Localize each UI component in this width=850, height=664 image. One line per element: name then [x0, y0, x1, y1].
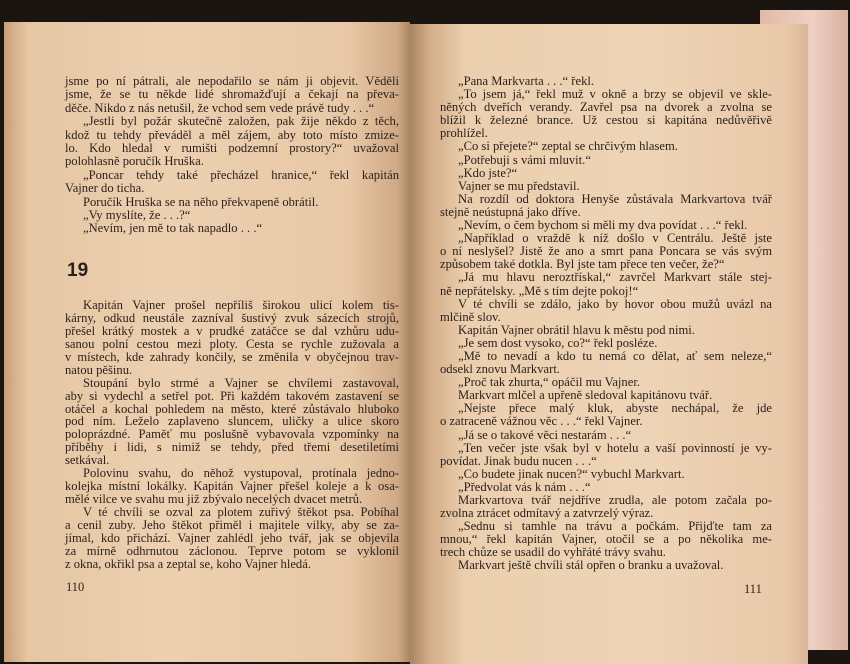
paragraph	[65, 221, 399, 234]
text-line: „Co budete jinak nucen?“ vybuchl Markvart.	[458, 466, 685, 481]
text-line: „Já se o takové věci nestarám . . .“	[458, 427, 632, 442]
text-line: „Mě to nevadí a kdo tu nemá co dělat, ať sem neleze,“	[458, 348, 772, 363]
paragraph	[440, 74, 772, 87]
text-line: jímal, kdo přichází. Vajner zahlédl jeho tvář, jak se objevila	[65, 530, 399, 545]
text-line: „Já mu hlavu neroztřískal,“ zavrčel Markvart stále stej-	[458, 270, 772, 285]
text-line: „Co si přejete?“ zeptal se chrčivým hlasem.	[458, 139, 678, 154]
paragraph	[440, 166, 772, 179]
right-text	[440, 74, 772, 572]
text-line: lo. Kdo hledal v rumišti podzemní prostory?“ uvažoval	[65, 140, 399, 155]
text-line: za mírně odhrnutou záclonou. Teprve potom se vyklonil	[65, 543, 399, 558]
text-line: „Je sem dost vysoko, co?“ řekl posléze.	[458, 335, 658, 350]
text-line: Markvartova tvář nejdříve zrudla, ale potom začala po-	[458, 493, 772, 507]
paragraph	[440, 153, 772, 166]
paragraph	[440, 401, 772, 427]
paragraph	[440, 179, 772, 192]
paragraph	[440, 480, 772, 493]
text-line: Kapitán Vajner prošel nepříliš širokou ulicí kolem tis-	[83, 298, 399, 312]
text-line: „Předvolat vás k nám . . .“	[458, 479, 591, 494]
text-line: mnou,“ řekl kapitán Vajner, otočil se a po několika me-	[440, 532, 772, 547]
text-line: natou pěšinu.	[65, 362, 133, 377]
text-line: „Například o vraždě k níž došlo v Centrálu. Ještě jste	[458, 231, 772, 246]
paragraph	[65, 208, 399, 221]
text-line: „Poncar tehdy také přecházel hranice,“ řekl kapitán	[83, 167, 399, 182]
paragraph	[65, 376, 399, 467]
paragraph	[440, 519, 772, 558]
text-line: Stoupání bylo strmé a Vajner se chvílemi zastavoval,	[83, 375, 399, 390]
paragraph	[440, 87, 772, 139]
text-line: zvolna ztrácet odmítavý a zatvrzelý výraz.	[440, 506, 654, 521]
text-line: „Nejste přece malý kluk, abyste nechápal, že jde	[458, 401, 772, 416]
paragraph	[440, 192, 772, 218]
paragraph	[65, 298, 399, 376]
text-line: trech chůze se usadil do vyhřáté trávy svahu.	[440, 545, 666, 560]
text-line: příběhy i lidi, s nimiž se tehdy, před třemi desetiletími	[65, 440, 399, 455]
paragraph	[440, 336, 772, 349]
text-line: Polovinu svahu, do něhož vystupoval, protínala jedno-	[83, 466, 399, 481]
paragraph	[440, 558, 772, 571]
text-line: jsme, že se tu někde lidé shromažďují a čekají na převa-	[65, 87, 399, 102]
text-line: odsekl znovu Markvart.	[440, 362, 560, 377]
paragraph	[65, 466, 399, 505]
paragraph	[65, 195, 399, 208]
paragraph	[440, 375, 772, 388]
text-line: způsobem také dotkla. Byl jste tam přece ten večer, že?“	[440, 257, 725, 272]
paragraph	[65, 168, 399, 195]
paragraph	[440, 441, 772, 467]
text-line: Na rozdíl od doktora Henyše zůstávala Markvartova tvář	[458, 191, 772, 206]
text-line: „To jsem já,“ řekl muž v okně a brzy se objevil ve skle-	[458, 87, 772, 102]
text-line: sanou polní cestou mezi ploty. Cesta se rychle zužovala a	[65, 336, 399, 351]
text-line: z okna, okřikl psa a zeptal se, koho Vajner hledá.	[65, 556, 311, 571]
left-page	[4, 22, 410, 662]
text-line: o zatraceně vážnou věc . . .“ řekl Vajner.	[440, 414, 643, 429]
text-line: „Ten večer jste však byl v hotelu a vaší povinností je vy-	[458, 440, 772, 455]
text-line: poloprázdné. Paměť mu poslušně vybavovala vzpomínky na	[65, 427, 399, 442]
paragraph	[440, 388, 772, 401]
text-line: pod ním. Leželo zaplaveno sluncem, uličky a ulice skoro	[65, 414, 399, 429]
text-line: mlčině slov.	[440, 309, 501, 324]
text-line: Markvart ještě chvíli stál opřen o branku a uvažoval.	[458, 558, 724, 573]
paragraph	[440, 349, 772, 375]
text-line: přešel krátký mostek a v prudké zatáčce se dal vzhůru udu-	[65, 323, 399, 338]
text-line: Poručík Hruška se na něho překvapeně obrátil.	[83, 194, 319, 209]
text-line: setkával.	[65, 453, 110, 468]
left-top-text	[65, 74, 399, 235]
text-line: „Pana Markvarta . . .“ řekl.	[458, 74, 595, 88]
text-line: V té chvíli se zdálo, jako by hovor obou mužů uvázl na	[458, 296, 772, 311]
text-line: něných dveřích verandy. Zavřel psa na dvorek a zvolna se	[440, 100, 772, 115]
text-line: „Proč tak zhurta,“ opáčil mu Vajner.	[458, 375, 640, 390]
text-line: mělé vilce ve svahu mu již zbývalo necelých dvacet metrů.	[65, 492, 363, 507]
right-page	[410, 24, 808, 664]
text-line: ně nepřátelsky. „Mě s tím dejte pokoj!“	[440, 283, 639, 298]
page-number-left: 110	[66, 580, 85, 594]
text-line: otáčel a kochal pohledem na město, které zůstávalo hluboko	[65, 401, 399, 416]
paragraph	[65, 505, 399, 570]
paragraph	[440, 493, 772, 519]
left-bottom-text	[65, 298, 399, 570]
text-line: „Nevím, jen mě to tak napadlo . . .“	[83, 221, 263, 236]
paragraph	[440, 428, 772, 441]
paragraph	[440, 297, 772, 323]
paragraph	[440, 323, 772, 336]
text-line: „Vy myslíte, že . . .?“	[83, 207, 191, 222]
text-line: Vajner se mu představil.	[458, 178, 580, 193]
paragraph	[440, 139, 772, 152]
text-line: prohlížel.	[440, 126, 488, 141]
page-number-right: 111	[744, 582, 762, 596]
text-line: blížil k železné brance. Už cestou si kapitána nedůvěřivě	[440, 113, 772, 128]
text-line: kdož tu tehdy převáděl a měl zájem, aby toto místo zmize-	[65, 127, 399, 142]
paragraph	[65, 114, 399, 168]
paragraph	[440, 467, 772, 480]
text-line: „Kdo jste?“	[458, 165, 518, 180]
text-line: V té chvíli se ozval za plotem zuřivý štěkot psa. Pobíhal	[83, 505, 399, 519]
text-line: děče. Nikdo z nás netušil, že vchod sem vede právě tudy . . .“	[65, 100, 375, 115]
text-line: aby si vydechl a setřel pot. Při každém takovém zastavení se	[65, 388, 399, 403]
text-line: polohlasně poručík Hruška.	[65, 154, 204, 169]
text-line: Kapitán Vajner obrátil hlavu k městu pod nimi.	[458, 322, 695, 337]
text-line: Vajner do ticha.	[65, 181, 145, 196]
text-line: v místech, kde zahrady končily, se změnila v obyčejnou trav-	[65, 349, 399, 364]
chapter-number: 19	[67, 260, 89, 281]
text-line: kolejka místní lokálky. Kapitán Vajner přešel koleje a k osa-	[65, 479, 399, 494]
text-line: Markvart mlčel a upřeně sledoval kapitánovu tvář.	[458, 388, 713, 403]
paragraph	[440, 270, 772, 296]
text-line: a cenil zuby. Jeho štěkot přiměl i majitele vilky, aby se za-	[65, 517, 399, 532]
paragraph	[440, 231, 772, 270]
text-line: „Jestli byl požár skutečně založen, pak žije někdo z těch,	[83, 114, 399, 129]
text-line: o ní neslyšel? Jistě že ano a smrt pana Poncara se vás svým	[440, 244, 772, 259]
text-line: „Potřebuji s vámi mluvit.“	[458, 152, 591, 167]
paragraph	[65, 74, 399, 114]
text-line: „Sednu si tamhle na trávu a počkám. Přijďte tam za	[458, 519, 772, 534]
text-line: kárny, odkud neustále zazníval šustivý zvuk sázecích strojů,	[65, 310, 399, 325]
text-line: stejně neústupná jako dříve.	[440, 204, 581, 219]
text-line: jsme po ní pátrali, ale nepodařilo se nám ji objevit. Věděli	[65, 74, 399, 88]
text-line: povídat. Jinak budu nucen . . .“	[440, 453, 597, 468]
paragraph	[440, 218, 772, 231]
text-line: „Nevím, o čem bychom si měli my dva povídat . . .“ řekl.	[458, 218, 748, 233]
